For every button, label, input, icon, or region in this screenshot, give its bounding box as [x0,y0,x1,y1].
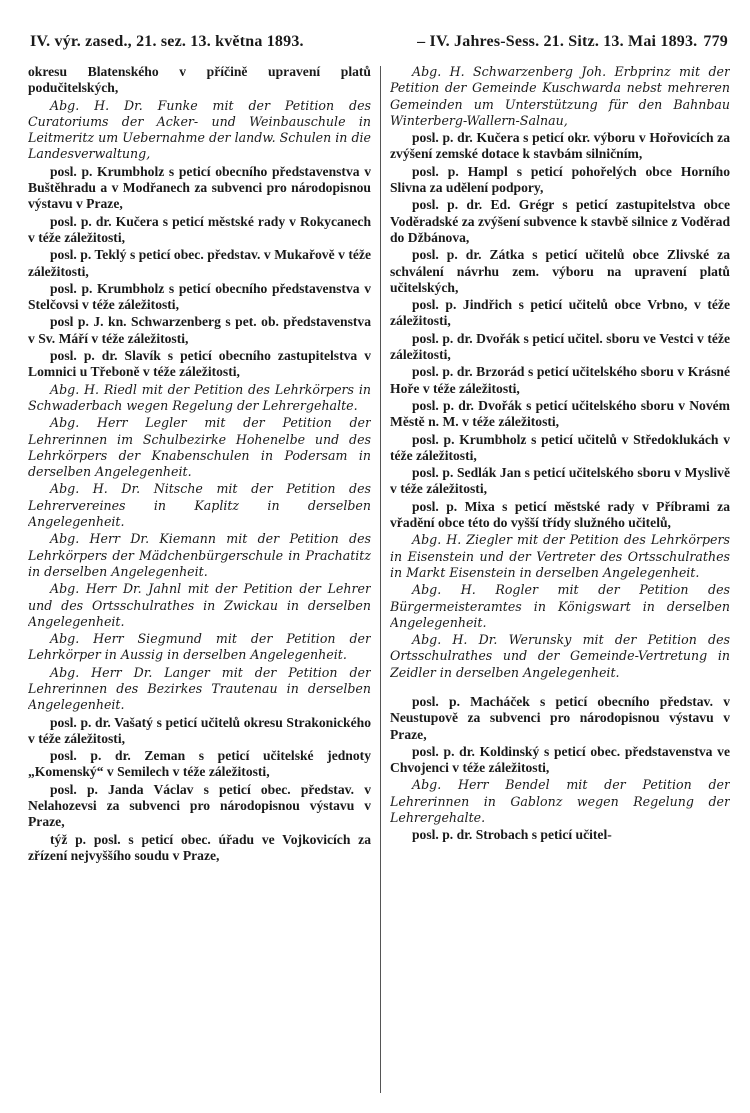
petition-entry: posl. p. Hampl s peticí pohořelých obce Horního Slivna za udělení podpory, [390,163,730,196]
petition-entry: posl. p. Teklý s peticí obec. představ. v Mukařově v téže záležitosti, [28,247,371,279]
petition-entry: posl. p. dr. Koldinský s peticí obec. představenstva ve Chvojenci v téže záležitosti, [390,743,730,776]
petition-entry: Abg. H. Rogler mit der Petition des Bürgermeisteramtes in Königswart in derselben Angelegenheit. [390,582,730,630]
petition-entry: posl. p. dr. Kučera s peticí městské rady v Rokycanech v téže záležitosti, [28,213,371,245]
petition-entry: Abg. H. Dr. Funke mit der Petition des Curatoriums der Acker- und Weinbauschule in Leitmeritz um Uebernahme der landw. Schulen in die Landesverwaltung, [28,97,371,162]
petition-entry: posl. p. Mixa s peticí městské rady v Příbrami za vřadění obce této do vyšší třídy služného učitelů, [390,498,730,531]
petition-entry: posl p. J. kn. Schwarzenberg s pet. ob. představenstva v Sv. Máří v téže záležitosti, [28,314,371,346]
petition-entry: Abg. H. Schwarzenberg Joh. Erbprinz mit der Petition der Gemeinde Kuschwarda nebst mehreren Gemeinden um Unterstützung für den Bahnbau Winterberg-Wallern-Salnau, [390,64,730,128]
petition-entry: Abg. Herr Bendel mit der Petition der Lehrerinnen in Gablonz wegen Regelung der Lehrergehalte. [390,777,730,826]
petition-entry: týž p. posl. s peticí obec. úřadu ve Vojkovicích za zřízení nejvyššího soudu v Praze, [28,831,371,863]
petition-entry: Abg. Herr Legler mit der Petition der Lehrerinnen im Schulbezirke Hohenelbe und des Lehrkörpers der Knabenschulen in Podersam in derselben Angelegenheit. [28,415,371,480]
petition-entry: posl. p. Sedlák Jan s peticí učitelského sboru v Myslivě v téže záležitosti, [390,465,730,497]
header-left: IV. výr. zased., 21. sez. 13. května 1893. [30,33,304,50]
petition-entry: posl. p. Macháček s peticí obecního představ. v Neustupově za subvenci pro národopisnou výstavu v Praze, [390,693,730,742]
header-right-group [417,33,728,51]
petition-entry: Abg. H. Riedl mit der Petition des Lehrkörpers in Schwaderbach wegen Regelung der Lehrergehalte. [28,381,371,413]
petition-entry: posl. p. dr. Brzorád s peticí učitelského sboru v Krásné Hoře v téže záležitosti, [390,364,730,396]
page-number: 779 [703,33,728,50]
petition-entry: posl. p. dr. Vašatý s peticí učitelů okresu Strakonického v téže záležitosti, [28,714,371,746]
petition-entry: posl. p. Krumbholz s peticí obecního představenstva v Buštěhradu a v Modřanech za subvenci pro národopisnou výstavu v Praze, [28,163,371,212]
petition-entry: posl. p. dr. Zátka s peticí učitelů obce Zlivské za schválení návrhu zem. výboru na upravení platů učitelských, [390,247,730,295]
page-header [30,33,728,55]
petition-entry: posl. p. dr. Dvořák s peticí učitel. sboru ve Vestci v téže záležitosti, [390,330,730,363]
petition-entry: posl. p. Krumbholz s peticí obecního představenstva v Stelčovsi v téže záležitosti, [28,280,371,313]
petition-entry: Abg. H. Dr. Werunsky mit der Petition des Ortsschulrathes und der Gemeinde-Vertretung in Zeidler in derselben Angelegenheit. [390,632,730,680]
petition-entry: posl. p. Janda Václav s peticí obec. představ. v Nelahozevsi za subvenci pro národopisnou výstavu v Praze, [28,781,371,830]
petition-entry: Abg. Herr Dr. Jahnl mit der Petition der Lehrer und des Ortsschulrathes in Zwickau in derselben Angelegenheit. [28,581,371,629]
petition-entry: posl. p. dr. Kučera s peticí okr. výboru v Hořovicích za zvýšení zemské dotace k stavbám silničním, [390,130,730,162]
petition-entry: posl. p. Krumbholz s peticí učitelů v Středoklukách v téže záležitosti, [390,431,730,463]
petition-entry: posl. p. dr. Dvořák s peticí učitelského sboru v Novém Městě n. M. v téže záležitosti, [390,397,730,430]
petition-entry: Abg. Herr Siegmund mit der Petition der Lehrkörper in Aussig in derselben Angelegenheit. [28,631,371,663]
petition-entry: okresu Blatenského v příčině upravení platů podučitelských, [28,64,371,96]
column-divider [380,66,381,1093]
paragraph-gap [390,682,730,694]
petition-entry: Abg. H. Ziegler mit der Petition des Lehrkörpers in Eisenstein und der Vertreter des Ortsschulrathes in Markt Eisenstein in derselben Angelegenheit. [390,532,730,580]
petition-entry: Abg. Herr Dr. Langer mit der Petition der Lehrerinnen des Bezirkes Trautenau in derselben Angelegenheit. [28,664,371,713]
right-column [390,64,730,1097]
petition-entry: posl. p. dr. Slavík s peticí obecního zastupitelstva v Lomnici u Třeboně v téže záležitosti, [28,348,371,380]
petition-entry: Abg. Herr Dr. Kiemann mit der Petition des Lehrkörpers der Mädchenbürgerschule in Prachatitz in derselben Angelegenheit. [28,531,371,579]
header-right: – IV. Jahres-Sess. 21. Sitz. 13. Mai 1893. [417,33,698,50]
petition-entry: posl. p. dr. Ed. Grégr s peticí zastupitelstva obce Voděradské za zvýšení subvence k stavbě silnice z Voděrad do Džbánova, [390,197,730,245]
petition-entry: posl. p. dr. Strobach s peticí učitel- [412,827,612,843]
petition-entry: posl. p. dr. Zeman s peticí učitelské jednoty „Komenský“ v Semilech v téže záležitosti, [28,748,371,780]
petition-entry: posl. p. Jindřich s peticí učitelů obce Vrbno, v téže záležitosti, [390,297,730,329]
petition-entry: Abg. H. Dr. Nitsche mit der Petition des Lehrervereines in Kaplitz in derselben Angelegenheit. [28,481,371,530]
left-column [28,64,371,1097]
